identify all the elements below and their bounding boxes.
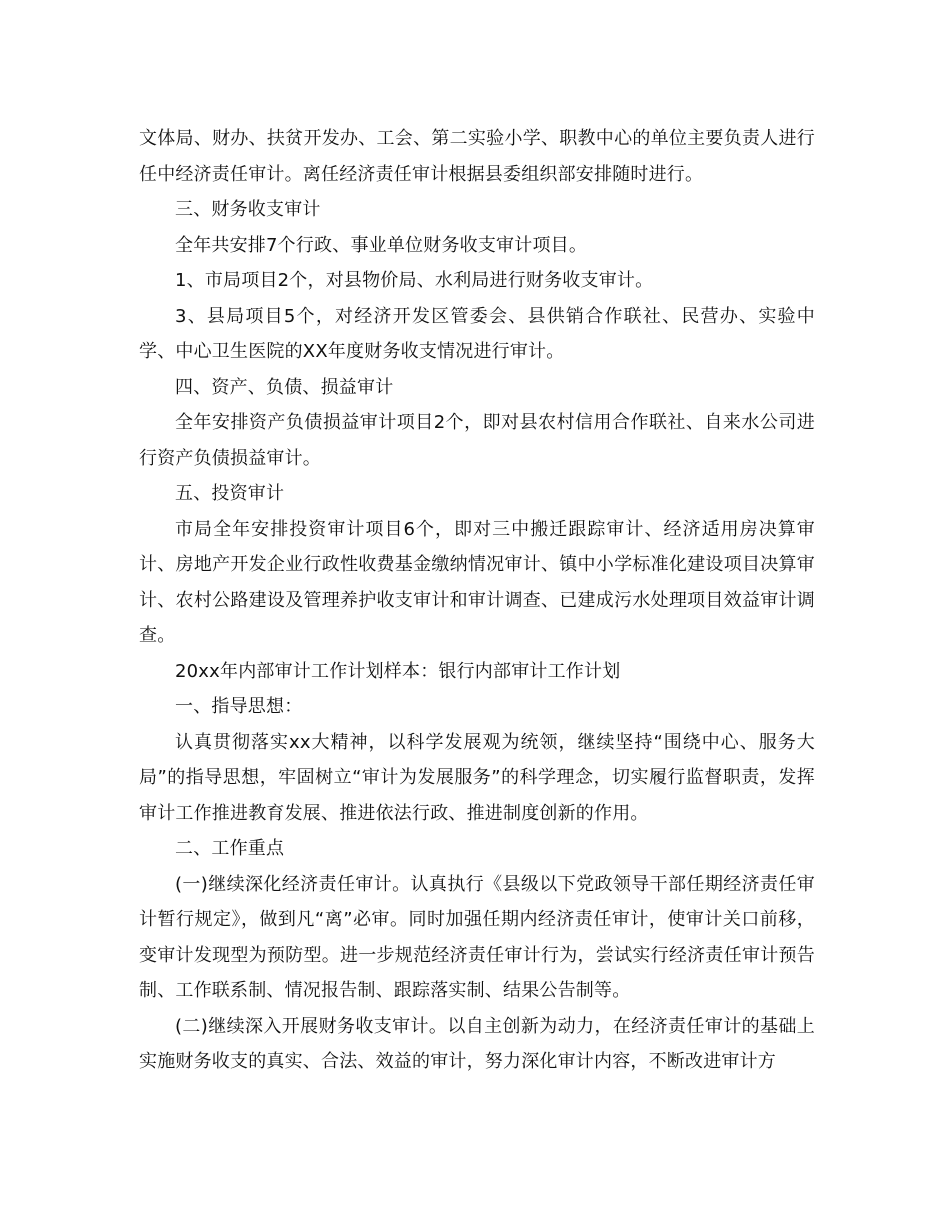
paragraph-5: 3、县局项目5个，对经济开发区管委会、县供销合作联社、民营办、实验中学、中心卫生医院的XX年度财务收支情况进行审计。: [139, 305, 815, 362]
section-heading-assets-audit: 四、资产、负债、损益审计: [175, 376, 394, 398]
section-heading-financial-audit: 三、财务收支审计: [175, 199, 321, 220]
paragraph-9: 市局全年安排投资审计项目6个，即对三中搬迁跟踪审计、经济适用房决算审计、房地产开发企业行政性收费基金缴纳情况审计、镇中小学标准化建设项目决算审计、农村公路建设及管理养护收支审计和审计调查、已建成污水处理项目效益审计调查。: [139, 518, 815, 646]
document-body: [139, 121, 815, 1080]
section-heading-investment-audit: 五、投资审计: [175, 483, 285, 504]
paragraph-15: (二)继续深入开展财务收支审计。以自主创新为动力，在经济责任审计的基础上实施财务收支的真实、合法、效益的审计，努力深化审计内容，不断改进审计方: [139, 1015, 815, 1072]
section-heading-guiding-thought: 一、指导思想：: [175, 696, 303, 717]
document-subtitle: 20xx年内部审计工作计划样本：银行内部审计工作计划: [175, 660, 621, 682]
section-heading-work-focus: 二、工作重点: [175, 838, 285, 859]
paragraph-12: 认真贯彻落实xx大精神，以科学发展观为统领，继续坚持“围绕中心、服务大局”的指导思想，牢固树立“审计为发展服务”的科学理念，切实履行监督职责，发挥审计工作推进教育发展、推进依法行政、推进制度创新的作用。: [139, 731, 815, 824]
paragraph-3: 全年共安排7个行政、事业单位财务收支审计项目。: [175, 234, 588, 256]
paragraph-14: (一)继续深化经济责任审计。认真执行《县级以下党政领导干部任期经济责任审计暂行规定》，做到凡“离”必审。同时加强任期内经济责任审计，使审计关口前移，变审计发现型为预防型。进一步规范经济责任审计行为，尝试实行经济责任审计预告制、工作联系制、情况报告制、跟踪落实制、结果公告制等。: [139, 873, 815, 1001]
paragraph-4: 1、市局项目2个，对县物价局、水利局进行财务收支审计。: [175, 270, 654, 291]
paragraph-7: 全年安排资产负债损益审计项目2个，即对县农村信用合作联社、自来水公司进行资产负债损益审计。: [139, 412, 815, 469]
paragraph-1: 文体局、财办、扶贫开发办、工会、第二实验小学、职教中心的单位主要负责人进行任中经济责任审计。离任经济责任审计根据县委组织部安排随时进行。: [139, 128, 815, 185]
